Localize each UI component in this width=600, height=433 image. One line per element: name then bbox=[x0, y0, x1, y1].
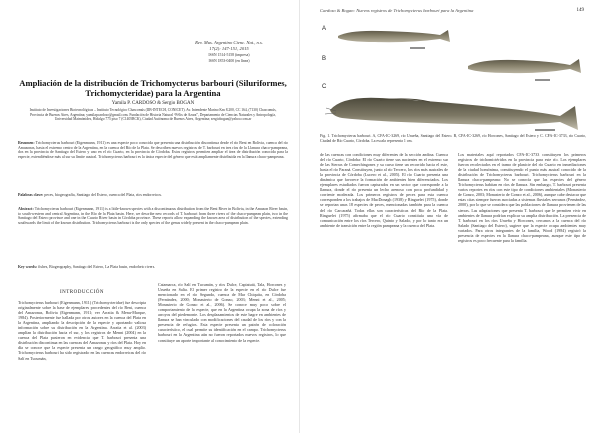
intro-column-1: Trichomycterus barbouri (Eigenmann, 1911) (Trichomycteridae) fue descripta originalmente sobre la base de ejemplares procedentes del río Beni, cuenca del Amazonas, Bolivia (Eigenmann, 1911; ver Arratia & Menu-Marque, 1984). Posteriormente fue hallada por otros autores en la cuenca del Plata en la Argentina, ampliando la descripción de la especie y aportando valiosa información sobre su distribución en la Argentina. Arratia et al. (2003) amplían la distribución hacia el sur, y los registros de Menni (2004) en la cuenca del Plata pusieron en evidencia que T. barbouri presenta una distribución discontinua en las cuencas del Amazonas y ríos del Plata. Hoy en día se conoce que la especie presenta un rango geográfico muy amplio. Trichomycterus barbouri ha sido registrado en las cuencas endorreicas del río Salí en Tucumán, bbox=[18, 300, 146, 361]
figure-1 bbox=[320, 18, 586, 133]
affiliation: Instituto de Investigaciones Biotecnológicas – Instituto Tecnológico Chascomús (IIB-INTECH, CONICET). Av. Intendente Marino Km 8.200, CC 164, (7130) Chascomús, Provincia de Buenos Aires, Argentina; yamilapcardoso@gmail.com. Fundación de Historia Natural “Félix de Azara”, Departamento de Ciencias Naturales y Antropología, Universidad Maimónides, Hidalgo 775 piso 7 (C1405BCK), Ciudad Autónoma de Buenos Aires, Argentina; sergiobogan@yahoo.com.ar bbox=[29, 108, 277, 122]
panel-label-c: C bbox=[322, 84, 327, 90]
intro-column-2: Catamarca, río Salí en Tucumán, y ríos Dulce, Capiatutá, Tala, Horcones y Urueña en Salta. El primer registro de la especie en el río Dulce fue mencionado en el río Segundo, cuenca de Mar Chiquita, en Córdoba (Fernández, 2000; Monasterio de Gonzo, 2003; Menni et al., 2005; Monasterio de Gonzo et al., 2006). Se conoce muy poco sobre el comportamiento de la especie, que en la Argentina ocupa la zona de ríos y arroyos del piedemonte. Los desplazamientos de este bagre en ambientes de llanura se han vinculado con modificaciones del caudal de los ríos y con la presencia de refugios. Esta especie presenta un patrón de coloración característico, el cual permite su identificación en el campo. Trichomycterus barbouri en la Argentina aún no fueron reportados nuevos registros, lo que constituye un aporte importante al conocimiento de la especie. bbox=[158, 282, 286, 343]
issn-print: ISSN 1514-5158 (impresa) bbox=[208, 53, 250, 57]
right-page bbox=[300, 0, 600, 433]
authors: Yamila P. CARDOSO & Sergio BOGAN bbox=[111, 101, 195, 106]
resumen bbox=[18, 141, 288, 160]
article-title: Ampliación de la distribución de Trichomycterus barbouri (Siluriformes, Trichomycteridae) para la Argentina bbox=[19, 78, 287, 98]
specimen-a bbox=[338, 30, 450, 42]
abstract-label: Abstract: bbox=[18, 207, 34, 211]
issn-online: ISSN 1853-0400 (en línea) bbox=[208, 59, 250, 63]
keywords-label: Key words: bbox=[18, 265, 38, 269]
journal-header bbox=[165, 40, 293, 64]
right-column-1: de las cuencas con condiciones muy diferentes de la sección andina. Cuenca del río Cuarto, Córdoba: El río Cuarto tiene sus nacientes en el extremo sur de las Sierras de Comechingones y su curso tiene un recorrido hacia el este, hasta el río Paraná. Constituyen, junto al río Tercero, los ríos más australes de la provincia de Córdoba (Lucero et al., 2005). El río Cuarto presenta una dinámica que favorece la formación de ambientes bien diferenciados. Los ejemplares estudiados fueron capturados en un sector que corresponde a la llanura, donde el río presenta un lecho arenoso con poca profundidad y corriente moderada. Los primeros registros de peces para esta cuenca corresponden a los trabajos de MacDonagh (1938) y Ringuelet (1975), donde se reportan unas 18 especies de peces, mencionadas también para la cuenca del río Carcarañá. Todas ellas son características del Río de la Plata. Ringuelet (1975) afirmaba que el río Cuarto constituía una vía de comunicación entre los ríos Tercero, Quinto y Salado, y por lo tanto era un ambiente de transición entre la región pampeana y la cuenca del Plata. bbox=[320, 152, 448, 228]
resumen-label: Resumen: bbox=[18, 141, 35, 145]
fish-specimens-photo bbox=[320, 18, 586, 133]
palabras-clave bbox=[18, 193, 288, 198]
figure-caption: Fig. 1. Trichomycterus barbouri. A, CFA-IC-3269, río Urueña, Santiago del Estero. B, CFA-IC-3269, río Horcones, Santiago del Estero y C. CFA-IC-3733, río Cuarto, Ciudad de Río Cuarto, Córdoba. La escala representa 1 cm. bbox=[320, 134, 586, 143]
specimen-b bbox=[468, 59, 581, 73]
panel-label-b: B bbox=[322, 56, 327, 62]
journal-issue: 17(2): 147-151, 2015 bbox=[209, 46, 249, 51]
running-head: Cardoso & Bogan: Nuevos registros de Trichomycterus barbouri para la Argentina bbox=[320, 8, 474, 13]
right-column-2: Los materiales aquí reportados CFA-IC-3733 constituyen los primeros registros de trichomictéridos en la provincia para este río. Los ejemplares fueron recolectados en el tramo de planicie del río Cuarto en inmediaciones de la ciudad homónima, constituyendo el punto más austral conocido de la distribución de Trichomycterus barbouri. Trichomycterus barbouri en la llanura chaco-pampeana: No se conocía que las especies del género Trichomycterus habitan en ríos de llanura. Sin embargo, T. barbouri presenta varios reportes en ríos con este tipo de condiciones ambientales (Monasterio de Gonzo, 2003; Monasterio de Gonzo et al., 2006), aunque cabe destacar que estas citas siempre fueron asociadas a sistemas fluviales serranos (Fernández, 2000), por lo que se considera que las poblaciones de llanura provienen de las sierras. Las adaptaciones que presenta T. barbouri que le permiten vivir en ambientes de llanura podrían explicar su amplia distribución. La presencia de T. barbouri en los ríos Urueña y Horcones, cercanos a la cuenca del río Salado (Santiago del Estero), sugiere que la especie ocupa ambientes muy variados. Para otros integrantes de la familia, Wood (1984) registró la presencia de especies en la llanura chaco-pampeana, aunque este tipo de registros es poco frecuente para la familia. bbox=[458, 152, 586, 243]
keywords bbox=[18, 265, 288, 270]
abstract bbox=[18, 207, 288, 226]
palabras-text: peces, biogeografía, Santiago del Estero, cuenca del Plata, ríos endorreicos. bbox=[44, 193, 162, 197]
resumen-text: Trichomycterus barbouri (Eigenmann, 1911) es una especie poco conocida que presenta una distribución discontinua desde el río Beni en Bolivia, cuenca del río Amazonas, hasta el extremo centro de la Argentina, en la cuenca del Río de la Plata. Se describen nuevos registros de T. barbouri en tres ríos de la Llanura chaco-pampeana, dos en la provincia de Santiago del Estero y uno en el río Cuarto, en la provincia de Córdoba. Estos registros permiten ampliar el área de distribución conocida para la especie, extendiéndose más al sur su límite austral. Trichomycterus barbouri es la única especie del género que está ampliamente distribuida en la llanura chaco-pampeana. bbox=[18, 141, 288, 160]
palabras-label: Palabras clave: bbox=[18, 193, 44, 197]
keywords-text: fishes, Biogeography, Santiago del Estero, La Plata basin, endorheic rivers. bbox=[38, 265, 156, 269]
panel-label-a: A bbox=[322, 26, 327, 32]
section-heading: INTRODUCCIÓN bbox=[59, 290, 105, 295]
journal-name: Rev. Mus. Argentino Cienc. Nat., n.s. bbox=[195, 40, 263, 45]
abstract-text: Trichomycterus barbouri (Eigenmann, 1911) is a little-known species with a discontinuous distribution from the Beni River in Bolivia, in the Amazon River basin, to south-western and central Argentina, in the Río de la Plata basin. Here, we describe new records of T. barbouri from three rivers of the chaco-pampean plain, two in the Santiago del Estero province and one in the Cuarto River basin in Córdoba province. These reports allow expanding the known area of distribution of the species, extending southwards the limit of the known distribution. Trichomycterus barbouri is the only species of the genus widely present in the chaco-pampean plain. bbox=[18, 207, 289, 226]
page-number: 149 bbox=[576, 8, 584, 13]
specimen-c bbox=[325, 98, 578, 130]
